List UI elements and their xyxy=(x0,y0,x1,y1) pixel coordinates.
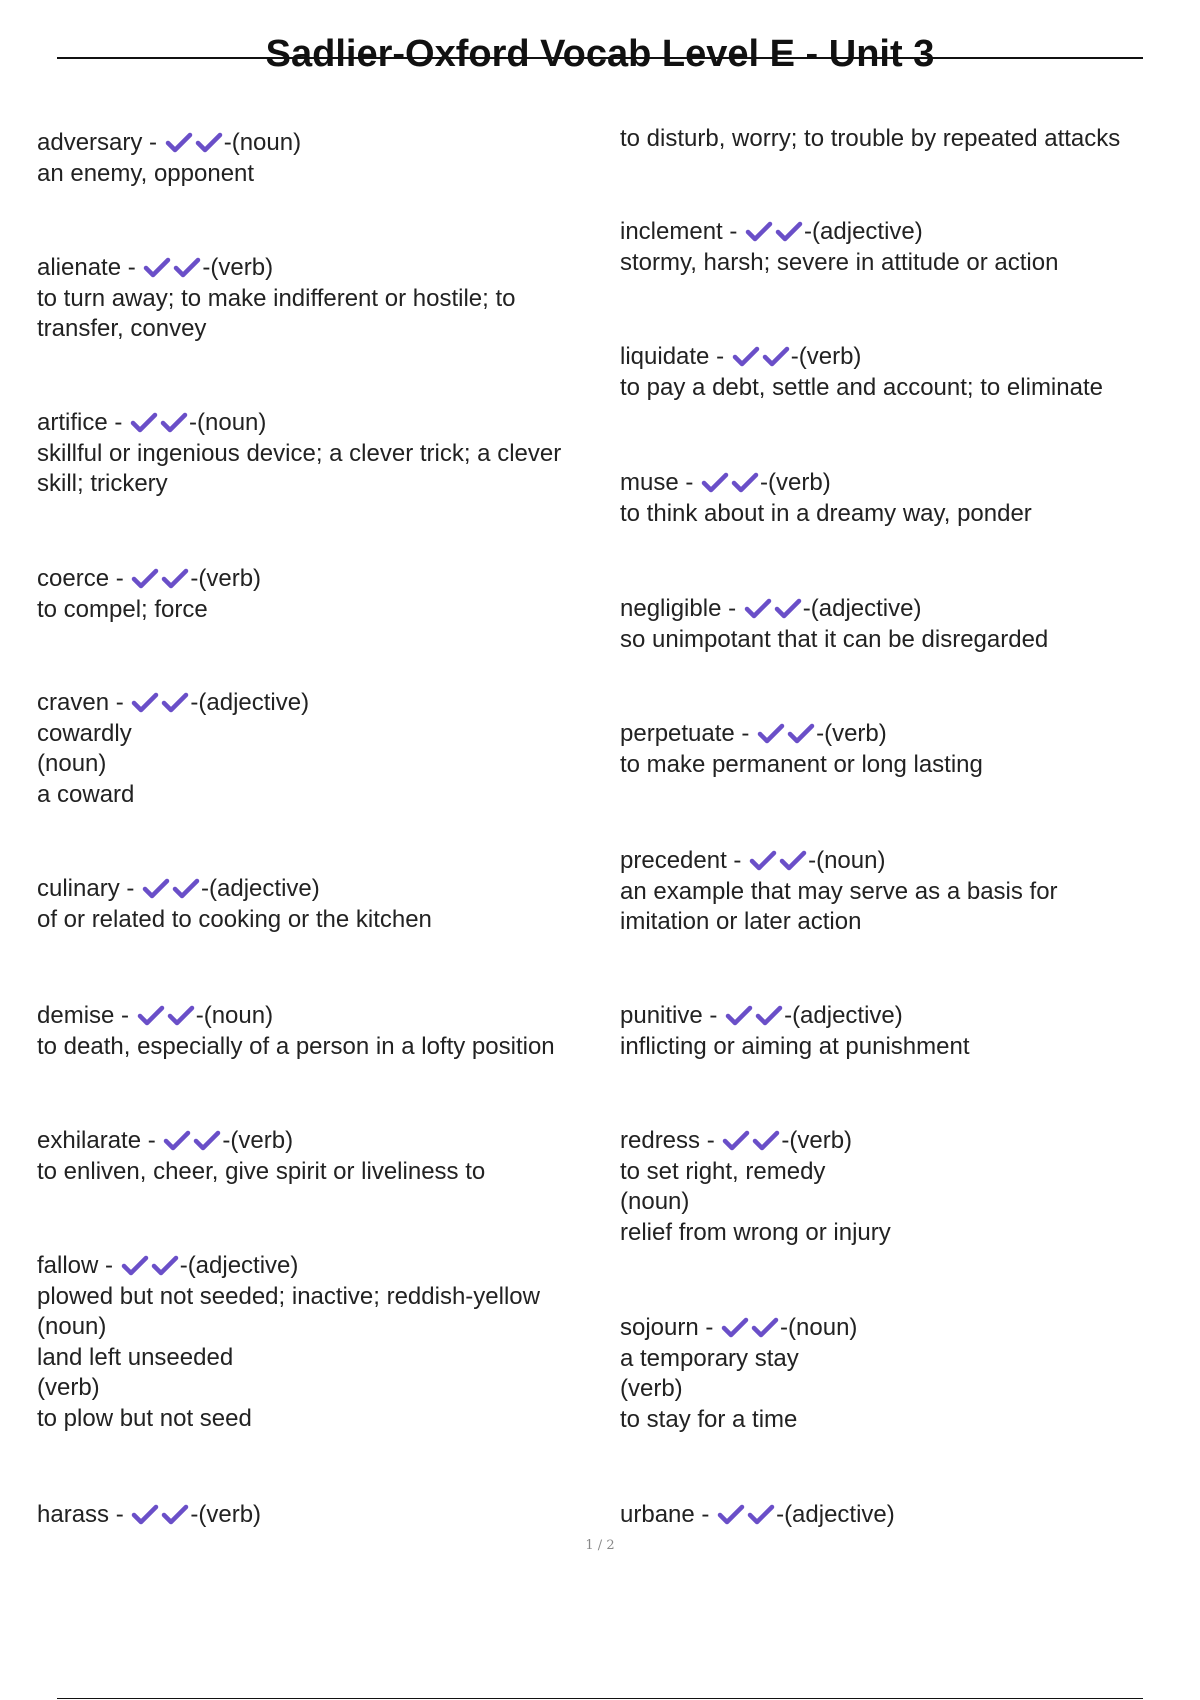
vocab-entry xyxy=(37,253,515,345)
check-mark-icon xyxy=(732,345,760,367)
check-mark-icon xyxy=(193,1129,221,1151)
entry-part-of-speech: (verb) xyxy=(789,1127,853,1154)
entry-term: harass xyxy=(37,1501,110,1528)
check-mark-icon xyxy=(752,1129,780,1151)
entry-heading: precedent - -(noun) xyxy=(620,847,886,874)
check-mark-icon xyxy=(744,597,772,619)
entry-part-of-speech: (adjective) xyxy=(187,1252,299,1279)
entry-definition-line: to pay a debt, settle and account; to eliminate xyxy=(620,373,1103,401)
entry-heading: craven - -(adjective) xyxy=(37,689,310,716)
entry-term: artifice xyxy=(37,409,108,436)
vocab-entry xyxy=(620,217,1058,278)
check-mark-icon xyxy=(731,471,759,493)
check-mark-icon xyxy=(161,691,189,713)
entry-definition-line: relief from wrong or injury xyxy=(620,1218,891,1246)
entry-definition-line: cowardly xyxy=(37,719,132,747)
entry-heading: urbane - -(adjective) xyxy=(620,1501,895,1528)
check-mark-icon xyxy=(779,849,807,871)
check-mark-icon xyxy=(160,411,188,433)
entry-definition-line: (verb) xyxy=(37,1374,100,1401)
check-mark-icon xyxy=(751,1316,779,1338)
entry-heading: artifice - -(noun) xyxy=(37,409,267,436)
entry-definition-line: to enliven, cheer, give spirit or liveliness to xyxy=(37,1157,486,1185)
entry-part-of-speech: (adjective) xyxy=(810,595,922,622)
check-mark-icon xyxy=(701,471,729,493)
vocab-entry xyxy=(37,564,261,625)
entry-term: urbane xyxy=(620,1501,695,1528)
entry-part-of-speech: (noun) xyxy=(788,1314,858,1341)
check-mark-icon xyxy=(774,597,802,619)
entry-part-of-speech: (noun) xyxy=(231,129,302,156)
vocab-entry xyxy=(37,688,309,810)
entry-definition-line: (verb) xyxy=(620,1375,683,1402)
check-mark-icon xyxy=(167,1004,195,1026)
check-mark-icon xyxy=(151,1254,179,1276)
entry-definition-line: of or related to cooking or the kitchen xyxy=(37,905,432,933)
check-mark-icon xyxy=(172,877,200,899)
entry-term: coerce xyxy=(37,565,110,592)
check-mark-icon xyxy=(173,256,201,278)
entry-definition-line: a temporary stay xyxy=(620,1344,799,1372)
entry-part-of-speech: (noun) xyxy=(197,409,267,436)
entry-part-of-speech: (verb) xyxy=(768,469,831,496)
entry-definition-line: to turn away; to make indifferent or hostile; to xyxy=(37,284,516,312)
entry-heading: alienate - -(verb) xyxy=(37,254,274,281)
vocab-entry xyxy=(620,594,1048,655)
check-mark-icon xyxy=(163,1129,191,1151)
vocab-entry xyxy=(37,1500,261,1531)
entry-heading: negligible - -(adjective) xyxy=(620,595,922,622)
entry-definition-line: so unimpotant that it can be disregarded xyxy=(620,625,1049,653)
entry-heading: harass - -(verb) xyxy=(37,1501,262,1528)
entry-term: muse xyxy=(620,469,679,496)
entry-heading: redress - -(verb) xyxy=(620,1127,853,1154)
entry-part-of-speech: (adjective) xyxy=(784,1501,895,1528)
entry-definition-line: to stay for a time xyxy=(620,1405,798,1433)
check-mark-icon xyxy=(142,877,170,899)
check-mark-icon xyxy=(787,722,815,744)
check-mark-icon xyxy=(757,722,785,744)
vocab-entry xyxy=(37,1251,540,1434)
vocab-entry xyxy=(620,342,1103,403)
check-mark-icon xyxy=(717,1503,745,1525)
entry-definition-line: inflicting or aiming at punishment xyxy=(620,1032,970,1060)
entry-part-of-speech: (verb) xyxy=(824,720,887,747)
vocab-entry xyxy=(620,1313,857,1435)
entry-term: craven xyxy=(37,689,110,716)
entry-part-of-speech: (adjective) xyxy=(209,875,320,902)
entry-part-of-speech: (verb) xyxy=(230,1127,294,1154)
entry-term: redress xyxy=(620,1127,701,1154)
entry-definition-line: skill; trickery xyxy=(37,470,168,497)
entry-heading: fallow - -(adjective) xyxy=(37,1252,299,1279)
vocab-entry xyxy=(37,128,301,189)
entry-heading: culinary - -(adjective) xyxy=(37,875,320,902)
check-mark-icon xyxy=(165,131,193,153)
entry-definition-line: (noun) xyxy=(37,750,107,777)
check-mark-icon xyxy=(137,1004,165,1026)
entry-part-of-speech: (verb) xyxy=(798,343,862,370)
entry-heading: muse - -(verb) xyxy=(620,469,831,496)
entry-heading: inclement - -(adjective) xyxy=(620,218,923,245)
check-mark-icon xyxy=(161,1503,189,1525)
entry-term: perpetuate xyxy=(620,720,735,747)
entry-heading: sojourn - -(noun) xyxy=(620,1314,858,1341)
entry-heading: punitive - -(adjective) xyxy=(620,1002,903,1029)
entry-part-of-speech: (adjective) xyxy=(198,689,310,716)
entry-term: culinary xyxy=(37,875,120,902)
entry-definition-line: plowed but not seeded; inactive; reddish-yellow xyxy=(37,1282,540,1310)
entry-definition-line: stormy, harsh; severe in attitude or action xyxy=(620,248,1059,276)
entry-definition-line: transfer, convey xyxy=(37,315,207,342)
vocab-entry xyxy=(620,468,1032,529)
page-title: Sadlier-Oxford Vocab Level E - Unit 3 xyxy=(265,33,935,75)
check-mark-icon xyxy=(725,1004,753,1026)
entry-heading: perpetuate - -(verb) xyxy=(620,720,887,747)
entry-definition-line: to plow but not seed xyxy=(37,1404,252,1432)
entry-heading: demise - -(noun) xyxy=(37,1002,274,1029)
entry-term: exhilarate xyxy=(37,1127,142,1154)
entry-heading: adversary - -(noun) xyxy=(37,129,302,156)
entry-part-of-speech: (verb) xyxy=(198,1501,262,1528)
entry-definition-line: (noun) xyxy=(37,1313,107,1340)
entry-definition-line: land left unseeded xyxy=(37,1343,234,1371)
entry-definition-line: to make permanent or long lasting xyxy=(620,750,983,778)
check-mark-icon xyxy=(747,1503,775,1525)
vocab-entry xyxy=(620,1500,895,1531)
check-mark-icon xyxy=(143,256,171,278)
entry-definition-line: imitation or later action xyxy=(620,908,862,935)
check-mark-icon xyxy=(721,1316,749,1338)
entry-definition-line: to think about in a dreamy way, ponder xyxy=(620,499,1032,527)
vocab-entry xyxy=(37,1126,485,1187)
entry-term: adversary xyxy=(37,129,143,156)
entry-definition-line: a coward xyxy=(37,780,135,808)
entry-part-of-speech: (adjective) xyxy=(812,218,923,245)
vocab-entry xyxy=(37,408,561,500)
entry-term: fallow xyxy=(37,1252,99,1279)
page-number: 1 / 2 xyxy=(585,1538,615,1553)
vocab-entry xyxy=(620,719,983,780)
check-mark-icon xyxy=(130,411,158,433)
check-mark-icon xyxy=(775,220,803,242)
vocab-entry xyxy=(37,1001,555,1062)
entry-term: liquidate xyxy=(620,343,710,370)
check-mark-icon xyxy=(131,567,159,589)
check-mark-icon xyxy=(161,567,189,589)
entry-term: sojourn xyxy=(620,1314,699,1341)
entry-heading: exhilarate - -(verb) xyxy=(37,1127,294,1154)
check-mark-icon xyxy=(121,1254,149,1276)
entry-part-of-speech: (verb) xyxy=(210,254,274,281)
vocab-entry xyxy=(620,1126,891,1248)
check-mark-icon xyxy=(749,849,777,871)
vocab-entry xyxy=(620,1001,970,1062)
entry-definition-line: an example that may serve as a basis for xyxy=(620,877,1058,905)
vocab-entry xyxy=(620,124,1120,155)
entry-term: negligible xyxy=(620,595,722,622)
check-mark-icon xyxy=(755,1004,783,1026)
footer-rule xyxy=(57,1698,1143,1699)
entry-definition-line: to disturb, worry; to trouble by repeated attacks xyxy=(620,125,1121,152)
entry-definition-line: to compel; force xyxy=(37,595,208,623)
entry-term: alienate xyxy=(37,254,122,281)
entry-definition-line: to death, especially of a person in a lofty position xyxy=(37,1032,555,1060)
check-mark-icon xyxy=(762,345,790,367)
check-mark-icon xyxy=(745,220,773,242)
vocab-entry xyxy=(37,874,432,935)
entry-part-of-speech: (adjective) xyxy=(792,1002,903,1029)
entry-heading: liquidate - -(verb) xyxy=(620,343,862,370)
entry-heading: coerce - -(verb) xyxy=(37,565,262,592)
entry-part-of-speech: (noun) xyxy=(816,847,886,874)
entry-term: precedent xyxy=(620,847,727,874)
entry-definition-line: skillful or ingenious device; a clever trick; a clever xyxy=(37,439,562,467)
entry-definition-line: (noun) xyxy=(620,1188,690,1215)
entry-term: punitive xyxy=(620,1002,703,1029)
entry-part-of-speech: (noun) xyxy=(203,1002,274,1029)
entry-term: inclement xyxy=(620,218,723,245)
check-mark-icon xyxy=(722,1129,750,1151)
entry-definition-line: to set right, remedy xyxy=(620,1157,826,1185)
vocab-entry xyxy=(620,846,1058,938)
entry-part-of-speech: (verb) xyxy=(198,565,262,592)
entry-definition-line: an enemy, opponent xyxy=(37,159,255,187)
check-mark-icon xyxy=(195,131,223,153)
check-mark-icon xyxy=(131,691,159,713)
entry-term: demise xyxy=(37,1002,115,1029)
check-mark-icon xyxy=(131,1503,159,1525)
